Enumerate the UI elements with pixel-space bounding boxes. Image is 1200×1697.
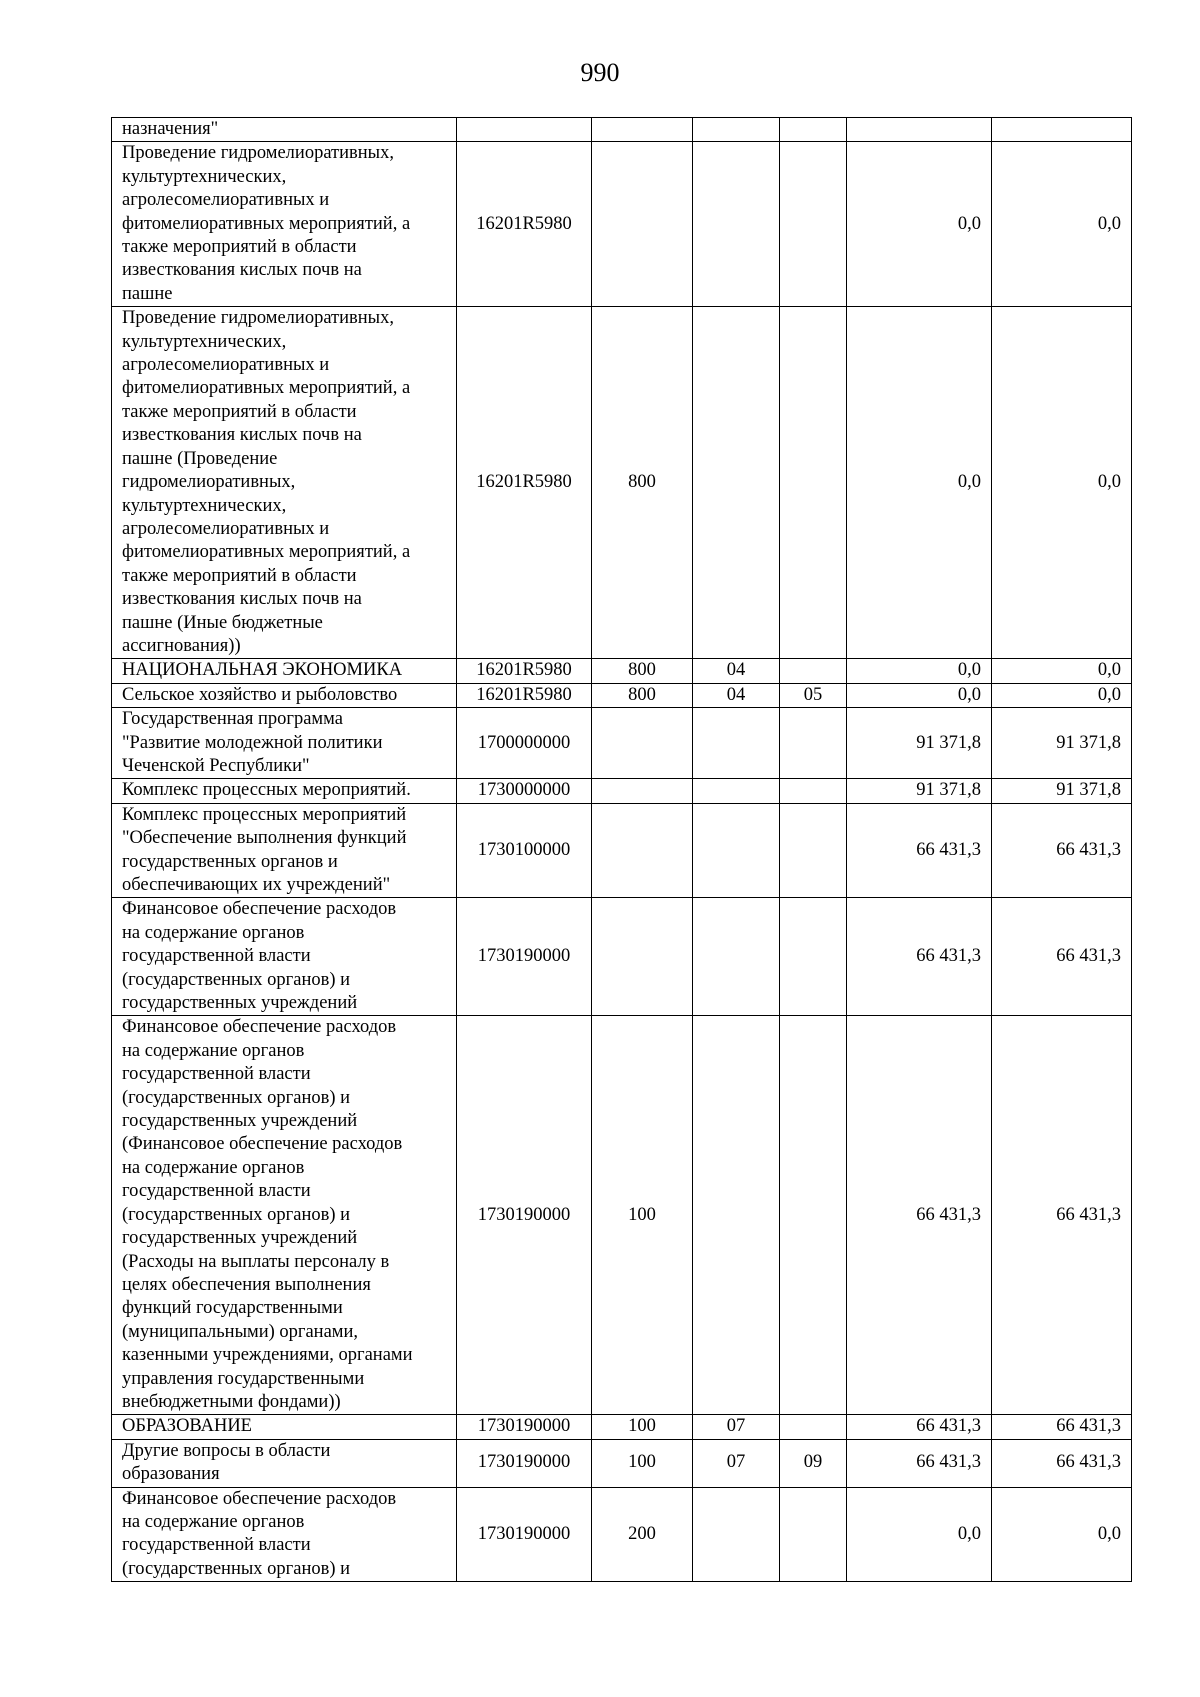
row-name-cell: ОБРАЗОВАНИЕ: [112, 1415, 457, 1439]
row-sum-year1-cell: 66 431,3: [847, 898, 992, 1016]
row-name-cell: НАЦИОНАЛЬНАЯ ЭКОНОМИКА: [112, 659, 457, 683]
row-code-cell: 16201R5980: [457, 659, 592, 683]
row-name-cell: Проведение гидромелиоративных, культуртехнических, агролесомелиоративных и фитомелиоративных мероприятий, а также мероприятий в области известкования кислых почв на пашне: [112, 142, 457, 307]
table-row: [112, 898, 1132, 1016]
row-expense-type-cell: [592, 142, 693, 307]
row-sum-year2-cell: 91 371,8: [992, 779, 1132, 803]
row-subsection-cell: [780, 1016, 847, 1415]
row-name-cell: назначения": [112, 118, 457, 142]
row-sum-year1-cell: 0,0: [847, 307, 992, 659]
row-expense-type-cell: 800: [592, 307, 693, 659]
row-code-cell: 1730100000: [457, 803, 592, 898]
row-subsection-cell: [780, 898, 847, 1016]
row-sum-year1-cell: 0,0: [847, 683, 992, 707]
row-code-cell: 1730190000: [457, 1487, 592, 1582]
row-sum-year1-cell: 0,0: [847, 1487, 992, 1582]
table-row: [112, 1415, 1132, 1439]
row-section-cell: [693, 1016, 780, 1415]
row-code-cell: 1730190000: [457, 1415, 592, 1439]
row-subsection-cell: [780, 803, 847, 898]
table-row: [112, 1487, 1132, 1582]
row-expense-type-cell: 800: [592, 683, 693, 707]
row-section-cell: 07: [693, 1439, 780, 1487]
row-sum-year1-cell: 66 431,3: [847, 803, 992, 898]
row-code-cell: 16201R5980: [457, 142, 592, 307]
row-subsection-cell: [780, 779, 847, 803]
row-section-cell: [693, 1487, 780, 1582]
row-section-cell: [693, 803, 780, 898]
row-subsection-cell: [780, 142, 847, 307]
row-subsection-cell: [780, 1415, 847, 1439]
row-sum-year2-cell: 66 431,3: [992, 803, 1132, 898]
page-number: 990: [580, 58, 620, 87]
row-expense-type-cell: [592, 898, 693, 1016]
row-sum-year2-cell: [992, 118, 1132, 142]
row-section-cell: 04: [693, 659, 780, 683]
row-sum-year2-cell: 0,0: [992, 659, 1132, 683]
row-sum-year2-cell: 66 431,3: [992, 898, 1132, 1016]
table-row: [112, 142, 1132, 307]
row-name-cell: Сельское хозяйство и рыболовство: [112, 683, 457, 707]
row-name-cell: Финансовое обеспечение расходов на содержание органов государственной власти (государственных органов) и государственных учреждений: [112, 898, 457, 1016]
row-expense-type-cell: 100: [592, 1016, 693, 1415]
row-expense-type-cell: [592, 803, 693, 898]
row-section-cell: [693, 898, 780, 1016]
row-section-cell: [693, 142, 780, 307]
row-sum-year2-cell: 91 371,8: [992, 708, 1132, 779]
row-expense-type-cell: [592, 708, 693, 779]
row-sum-year2-cell: 0,0: [992, 1487, 1132, 1582]
table-row: [112, 683, 1132, 707]
row-expense-type-cell: 100: [592, 1415, 693, 1439]
row-subsection-cell: [780, 307, 847, 659]
row-sum-year1-cell: 0,0: [847, 142, 992, 307]
row-sum-year1-cell: 66 431,3: [847, 1016, 992, 1415]
row-sum-year2-cell: 66 431,3: [992, 1439, 1132, 1487]
row-section-cell: [693, 307, 780, 659]
row-code-cell: 1730000000: [457, 779, 592, 803]
row-name-cell: Финансовое обеспечение расходов на содержание органов государственной власти (государственных органов) и государственных учреждений (Финансовое обеспечение расходов на содержание органов государственной власти (государственных органов) и государственных учреждений (Расходы на выплаты персоналу в целях обеспечения выполнения функций государственными (муниципальными) органами, казенными учреждениями, органами управления государственными внебюджетными фондами)): [112, 1016, 457, 1415]
table-row: [112, 803, 1132, 898]
row-section-cell: [693, 779, 780, 803]
row-code-cell: 1730190000: [457, 1439, 592, 1487]
row-expense-type-cell: 200: [592, 1487, 693, 1582]
row-name-cell: Государственная программа "Развитие молодежной политики Чеченской Республики": [112, 708, 457, 779]
table-row: [112, 307, 1132, 659]
row-section-cell: 07: [693, 1415, 780, 1439]
row-code-cell: 16201R5980: [457, 307, 592, 659]
row-sum-year2-cell: 0,0: [992, 683, 1132, 707]
row-expense-type-cell: [592, 118, 693, 142]
budget-table-body: [112, 118, 1132, 1582]
row-subsection-cell: 05: [780, 683, 847, 707]
row-sum-year2-cell: 0,0: [992, 307, 1132, 659]
row-expense-type-cell: [592, 779, 693, 803]
row-sum-year2-cell: 0,0: [992, 142, 1132, 307]
table-row: [112, 1016, 1132, 1415]
row-subsection-cell: [780, 118, 847, 142]
row-sum-year1-cell: 91 371,8: [847, 779, 992, 803]
row-code-cell: 1700000000: [457, 708, 592, 779]
row-code-cell: 1730190000: [457, 1016, 592, 1415]
row-code-cell: 16201R5980: [457, 683, 592, 707]
row-subsection-cell: [780, 659, 847, 683]
row-sum-year1-cell: 66 431,3: [847, 1415, 992, 1439]
row-name-cell: Проведение гидромелиоративных, культуртехнических, агролесомелиоративных и фитомелиоративных мероприятий, а также мероприятий в области известкования кислых почв на пашне (Проведение гидромелиоративных, культуртехнических, агролесомелиоративных и фитомелиоративных мероприятий, а также мероприятий в области известкования кислых почв на пашне (Иные бюджетные ассигнования)): [112, 307, 457, 659]
row-expense-type-cell: 100: [592, 1439, 693, 1487]
table-row: [112, 659, 1132, 683]
row-section-cell: 04: [693, 683, 780, 707]
table-row: [112, 1439, 1132, 1487]
row-expense-type-cell: 800: [592, 659, 693, 683]
row-sum-year1-cell: 91 371,8: [847, 708, 992, 779]
row-name-cell: Комплекс процессных мероприятий.: [112, 779, 457, 803]
table-row: [112, 708, 1132, 779]
row-name-cell: Другие вопросы в области образования: [112, 1439, 457, 1487]
row-sum-year2-cell: 66 431,3: [992, 1016, 1132, 1415]
table-row: [112, 118, 1132, 142]
row-sum-year1-cell: 0,0: [847, 659, 992, 683]
row-code-cell: [457, 118, 592, 142]
row-section-cell: [693, 708, 780, 779]
row-section-cell: [693, 118, 780, 142]
budget-table: [111, 117, 1132, 1582]
row-name-cell: Комплекс процессных мероприятий "Обеспечение выполнения функций государственных органов и обеспечивающих их учреждений": [112, 803, 457, 898]
row-code-cell: 1730190000: [457, 898, 592, 1016]
row-subsection-cell: [780, 708, 847, 779]
row-subsection-cell: [780, 1487, 847, 1582]
row-sum-year1-cell: 66 431,3: [847, 1439, 992, 1487]
table-row: [112, 779, 1132, 803]
row-sum-year1-cell: [847, 118, 992, 142]
row-name-cell: Финансовое обеспечение расходов на содержание органов государственной власти (государственных органов) и: [112, 1487, 457, 1582]
row-subsection-cell: 09: [780, 1439, 847, 1487]
row-sum-year2-cell: 66 431,3: [992, 1415, 1132, 1439]
